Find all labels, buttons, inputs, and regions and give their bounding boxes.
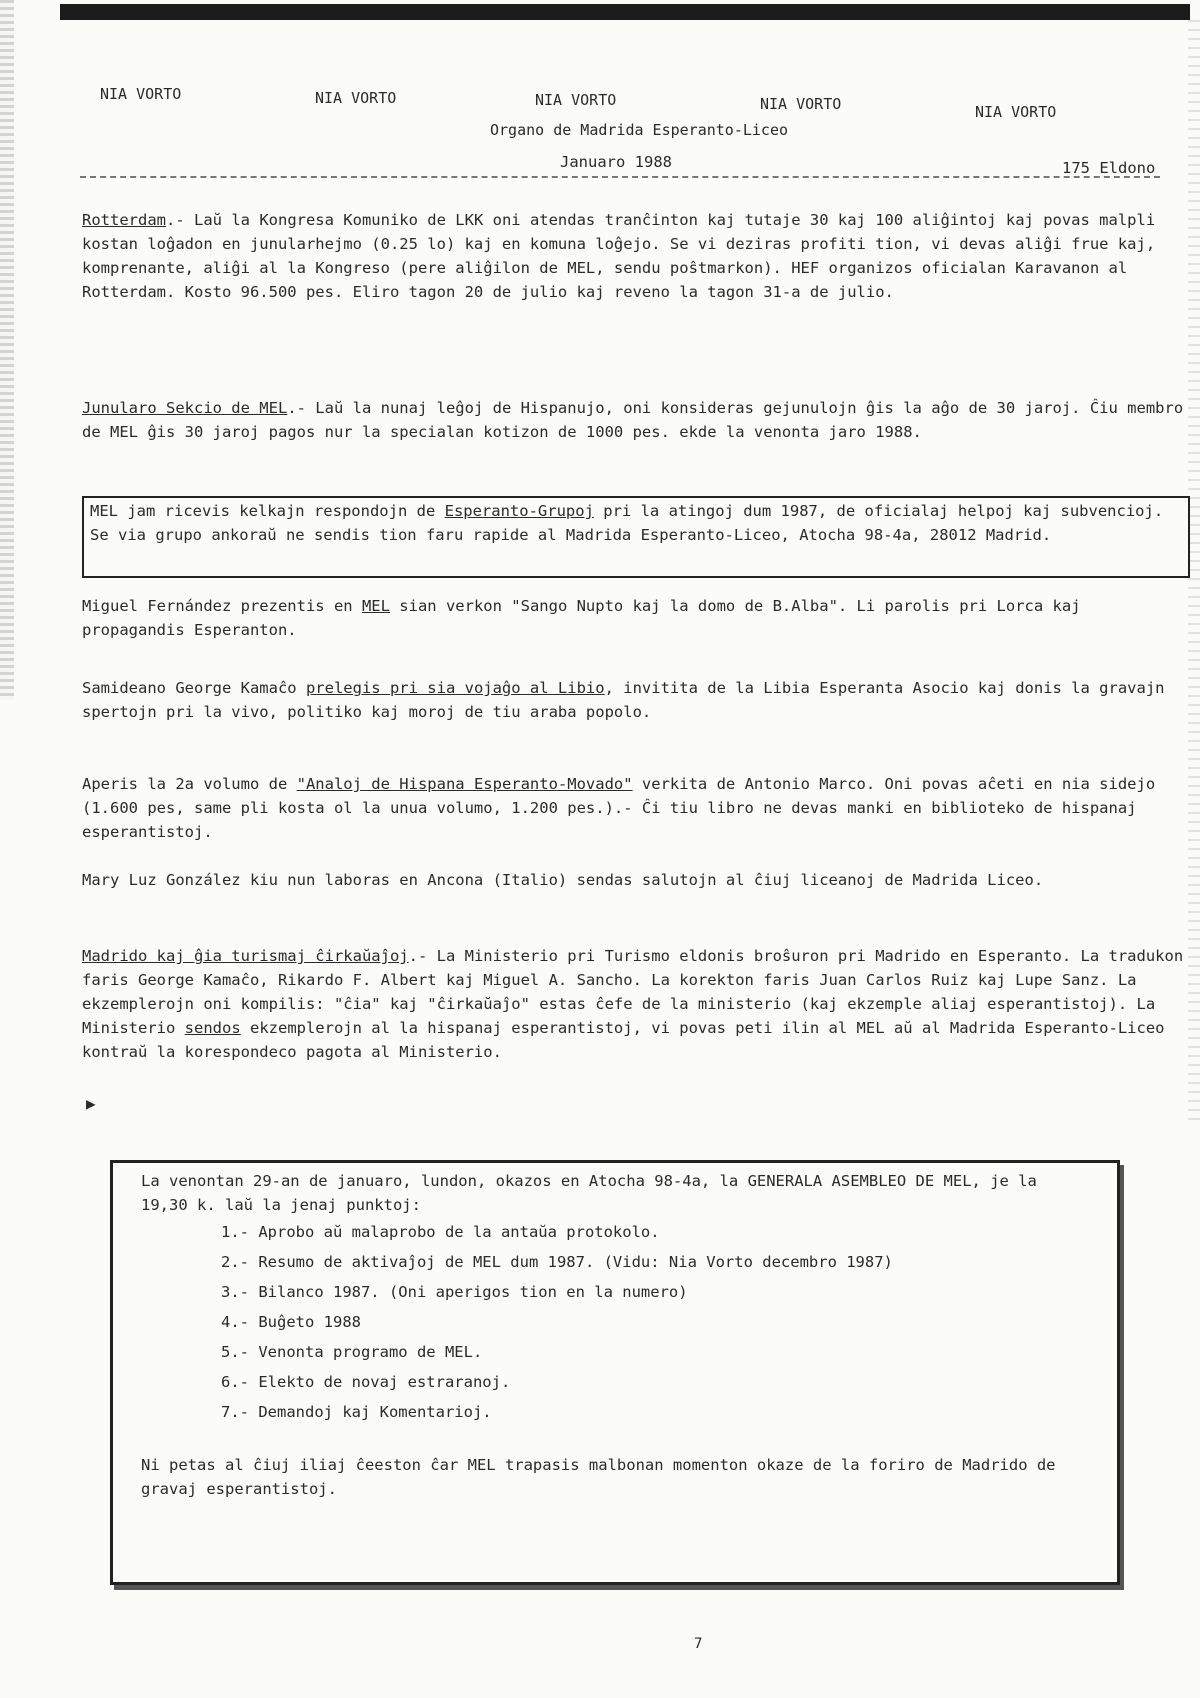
article-miguel-body: sian verkon "Sango Nupto kaj la domo de B.Alba". Li parolis pri Lorca kaj propagandis Esperanton. [82, 597, 1081, 639]
masthead-title-5: NIA VORTO [975, 103, 1057, 121]
photocopy-left-edge [0, 0, 14, 700]
article-miguel-before: Miguel Fernández prezentis en [82, 597, 362, 615]
article-rotterdam [82, 208, 1187, 368]
agenda-item: 3.- Bilanco 1987. (Oni aperigos tion en la numero) [221, 1283, 688, 1301]
article-miguel-mel: MEL [361, 597, 390, 615]
article-youth-section [82, 396, 1187, 480]
masthead-divider [80, 176, 1160, 178]
article-annals-before: Aperis la 2a volumo de [82, 775, 297, 793]
article-youth-body: .- Laŭ la nunaj leĝoj de Hispanujo, oni konsideras gejunulojn ĝis la aĝo de 30 jaroj. Ĉiu membro de MEL ĝis 30 jaroj pagos nur la specialan kotizon de 1000 pes. ekde la venonta jaro 1988. [82, 399, 1184, 441]
agenda-item: 7.- Demandoj kaj Komentarioj. [221, 1403, 492, 1421]
article-madrid-body: .- La Ministerio pri Turismo eldonis broŝuron pri Madrido en Esperanto. La tradukon faris George Kamaĉo, Rikardo F. Albert kaj Miguel A. Sancho. La korekton faris Juan Carlos Ruiz kaj Lupe Sanz. La ekzemplerojn oni kompilis: "ĉia" kaj "ĉirkaŭaĵo" estas ĉefe de la ministerio (kaj ekzemple aliaj esperantistoj). La Ministerio [82, 947, 1184, 1037]
masthead-title-2: NIA VORTO [315, 89, 397, 107]
assembly-intro: La venontan 29-an de januaro, lundon, okazos en Atocha 98-4a, la GENERALA ASEMBLEO DE MEL, je la 19,30 k. laŭ la jenaj punktoj: [141, 1172, 1037, 1214]
issue-date: Januaro 1988 [560, 153, 672, 171]
assembly-agenda [141, 1217, 1089, 1427]
page-number: 7 [694, 1636, 703, 1652]
masthead-subtitle: Organo de Madrida Esperanto-Liceo [490, 121, 789, 139]
article-rotterdam-heading: Rotterdam [82, 211, 166, 229]
notice-groups-text: MEL jam ricevis kelkajn respondojn de [90, 502, 445, 520]
article-annals-title: "Analoj de Hispana Esperanto-Movado" [296, 775, 633, 793]
photocopy-top-border [60, 4, 1190, 20]
masthead-title-3: NIA VORTO [535, 91, 617, 109]
article-madrid-tail: ekzemplerojn al la hispanaj esperantistoj, vi povas peti ilin al MEL aŭ al Madrida Esperanto-Liceo kontraŭ la korespondeco pagota al Ministerio. [82, 1019, 1165, 1061]
notice-groups-tail: pri la atingoj dum 1987, de oficialaj helpoj kaj subvencioj. Se via grupo ankoraŭ ne sendis tion faru rapide al Madrida Esperanto-Liceo, Atocha 98-4a, 28012 Madrid. [90, 502, 1164, 544]
agenda-item: 4.- Buĝeto 1988 [221, 1313, 361, 1331]
assembly-notice-box [110, 1160, 1120, 1585]
masthead-title-4: NIA VORTO [760, 95, 842, 113]
agenda-item: 1.- Aprobo aŭ malaprobo de la antaŭa protokolo. [221, 1223, 660, 1241]
notice-box-groups [82, 496, 1190, 578]
article-annals-body: verkita de Antonio Marco. Oni povas aĉeti en nia sidejo (1.600 pes, same pli kosta ol la unua volumo, 1.200 pes.).- Ĉi tiu libro ne devas manki en biblioteko de hispanaj esperantistoj. [82, 775, 1156, 841]
article-madrid-heading: Madrido kaj ĝia turismaj ĉirkaŭaĵoj [82, 947, 409, 965]
assembly-closing: Ni petas al ĉiuj iliaj ĉeeston ĉar MEL trapasis malbonan momenton okaze de la foriro de Madrido de gravaj esperantistoj. [141, 1456, 1056, 1498]
article-madrid-sendos: sendos [184, 1019, 241, 1037]
article-rotterdam-body: .- Laŭ la Kongresa Komuniko de LKK oni atendas tranĉinton kaj tutaje 30 kaj 100 aliĝintoj kaj povas malpli kostan loĝadon en junularhejmo (0.25 lo) kaj en komuna loĝejo. Se vi deziras profiti tion, vi devas aliĝi frue kaj, komprenante, aliĝi al la Kongreso (pere aliĝilon de MEL, sendu poŝtmarkon). HEF organizos oficialan Karavanon al Rotterdam. Kosto 96.500 pes. Eliro tagon 20 de julio kaj reveno la tagon 31-a de julio. [82, 211, 1156, 301]
article-miguel [82, 594, 1187, 650]
cursor-arrow-icon: ▶ [86, 1094, 96, 1113]
agenda-item: 6.- Elekto de novaj estraranoj. [221, 1373, 511, 1391]
article-mary-luz: Mary Luz González kiu nun laboras en Ancona (Italio) sendas salutojn al ĉiuj liceanoj de Madrida Liceo. [82, 871, 1044, 889]
article-annals [82, 772, 1187, 852]
article-madrid-brochure [82, 944, 1187, 1150]
masthead [80, 82, 1180, 142]
article-libya-before: Samideano George Kamaĉo [82, 679, 306, 697]
notice-groups-link: Esperanto-Grupoj [444, 502, 594, 520]
agenda-item: 5.- Venonta programo de MEL. [221, 1343, 483, 1361]
article-libya-heading: prelegis pri sia vojaĝo al Libio [305, 679, 605, 697]
article-libya [82, 676, 1187, 756]
article-libya-body: , invitita de la Libia Esperanta Asocio kaj donis la gravajn spertojn pri la vivo, politiko kaj moroj de tiu araba popolo. [82, 679, 1165, 721]
article-youth-heading: Junularo Sekcio de MEL [82, 399, 288, 417]
agenda-item: 2.- Resumo de aktivaĵoj de MEL dum 1987. (Vidu: Nia Vorto decembro 1987) [221, 1253, 893, 1271]
masthead-title-1: NIA VORTO [100, 85, 182, 103]
issue-number: 175 Eldono [1062, 159, 1156, 177]
